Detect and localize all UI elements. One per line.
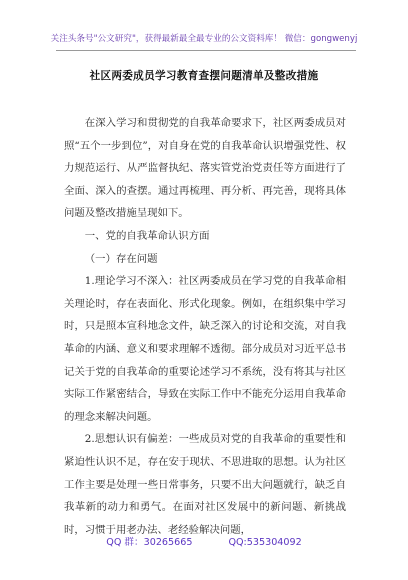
subsection-heading: （一）存在问题 bbox=[84, 252, 158, 265]
footer-qq-number: QQ:535304092 bbox=[228, 537, 302, 548]
header-divider bbox=[56, 50, 356, 51]
intro-paragraph: 在深入学习和贯彻党的自我革命要求下，社区两委成员对照“五个一步到位”，对自身在党的自我革命认识增强党性、权力规范运行、从严监督执纪、落实管党治党责任等方面进行了全面、深入的查摆。通过再梳理、再分析、再完善，现将具体问题及整改措施呈现如下。 bbox=[64, 117, 346, 220]
section-heading: 一、党的自我革命认识方面 bbox=[84, 229, 210, 242]
issue-item-2: 2.思想认识有偏差：一些成员对党的自我革命的重要性和紧迫性认识不足，存在安于现状、不思进取的思想。认为社区工作主要是处理一些日常事务，只要不出大问题就行，缺乏自我革新的动力和勇气。在面对社区发展中的新问题、新挑战时，习惯于用老办法、老经验解决问题， bbox=[64, 433, 346, 536]
footer-qq-group: QQ 群：30265665 bbox=[106, 537, 193, 548]
document-body bbox=[64, 112, 346, 541]
footer-contact bbox=[0, 534, 408, 548]
document-title: 社区两委成员学习教育查摆问题清单及整改措施 bbox=[89, 70, 319, 82]
issue-item-1: 1.理论学习不深入：社区两委成员在学习党的自我革命相关理论时，存在表面化、形式化现象。例如，在组织集中学习时，只是照本宣科地念文件，缺乏深入的讨论和交流，对自我革命的内涵、意义和要求理解不透彻。部分成员对习近平总书记关于党的自我革命的重要论述学习不系统，没有将其与社区实际工作紧密结合，导致在实际工作中不能充分运用自我革命的理念来解决问题。 bbox=[64, 275, 346, 423]
header-promo-note: 关注头条号"公文研究"，获得最新最全最专业的公文资料库！ 微信：gongwenyj bbox=[50, 34, 358, 44]
